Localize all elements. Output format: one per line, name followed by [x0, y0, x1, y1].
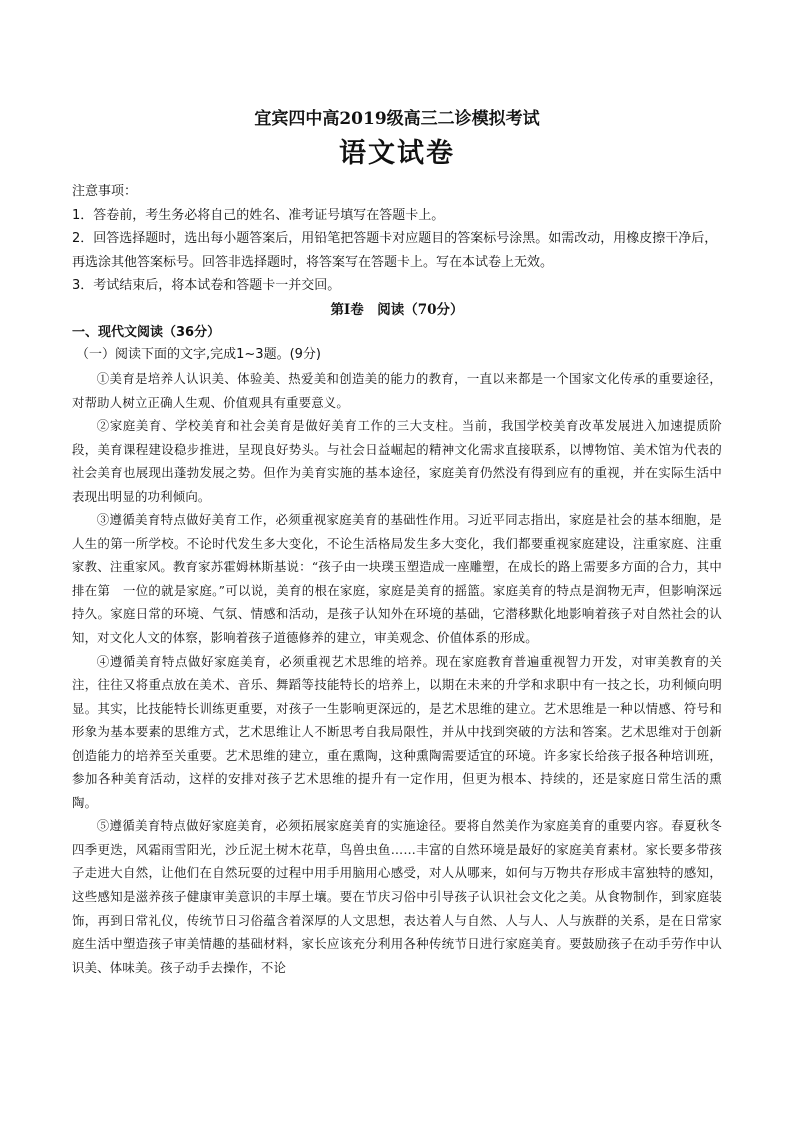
notice-block	[72, 180, 722, 298]
part-title: 第Ⅰ卷 阅读（70分）	[330, 301, 464, 318]
passage-paragraph: ②家庭美育、学校美育和社会美育是做好美育工作的三大支柱。当前，我国学校美育改革发展进入加速提质阶段，美育课程建设稳步推进，呈现良好势头。与社会日益崛起的精神文化需求直接联系，以博物馆、美术馆为代表的社会美育也展现出蓬勃发展之势。但作为美育实施的基本途径，家庭美育仍然没有得到应有的重视，并在实际生活中表现出明显的功利倾向。	[72, 418, 722, 504]
exam-page	[72, 108, 722, 979]
notice-item: 2．回答选择题时，选出每小题答案后，用铅笔把答题卡对应题目的答案标号涂黑。如需改动，用橡皮擦干净后，再选涂其他答案标号。回答非选择题时，将答案写在答题卡上。写在本试卷上无效。	[72, 231, 718, 270]
exam-title: 宜宾四中高2019级高三二诊模拟考试	[254, 109, 540, 129]
passage-paragraph: ④遵循美育特点做好家庭美育，必须重视艺术思维的培养。现在家庭教育普遍重视智力开发，对审美教育的关注，往往又将重点放在美术、音乐、舞蹈等技能特长的培养上，以期在未来的升学和求职中有一技之长，功利倾向明显。其实，比技能特长训练更重要，对孩子一生影响更深远的，是艺术思维的建立。艺术思维是一种以情感、符号和形象为基本要素的思维方式，艺术思维让人不断思考自我局限性，并从中找到突破的方法和答案。艺术思维对于创新创造能力的培养至关重要。艺术思维的建立，重在熏陶，这种熏陶需要适宜的环境。许多家长给孩子报各种培训班，参加各种美育活动，这样的安排对孩子艺术思维的提升有一定作用，但更为根本、持续的，还是家庭日常生活的熏陶。	[72, 653, 722, 810]
passage-paragraph: ③遵循美育特点做好美育工作，必须重视家庭美育的基础性作用。习近平同志指出，家庭是社会的基本细胞，是人生的第一所学校。不论时代发生多大变化，不论生活格局发生多大变化，我们都要重视家庭建设，注重家庭、注重家教、注重家风。教育家苏霍姆林斯基说：“孩子由一块璞玉塑造成一座雕塑，在成长的路上需要多方面的合力，其中排在第 一位的就是家庭。”可以说，美育的根在家庭，家庭是美育的摇篮。家庭美育的特点是润物无声，但影响深远持久。家庭日常的环境、气氛、情感和活动，是孩子认知外在环境的基础，它潜移默化地影响着孩子对自然社会的认知，对文化人文的体察，影响着孩子道德修养的建立，审美观念、价值体系的形成。	[72, 512, 722, 645]
notice-item: 1．答卷前，考生务必将自己的姓名、准考证号填写在答题卡上。	[72, 207, 445, 223]
notice-heading: 注意事项：	[72, 184, 138, 199]
reading-passage	[72, 367, 722, 979]
exam-subtitle: 语文试卷	[339, 138, 455, 169]
section-title: 一、现代文阅读（36分）	[72, 324, 221, 340]
notice-item: 3．考试结束后，将本试卷和答题卡一并交回。	[72, 278, 341, 294]
passage-paragraph: ⑤遵循美育特点做好家庭美育，必须拓展家庭美育的实施途径。要将自然美作为家庭美育的重要内容。春夏秋冬四季更迭，风霜雨雪阳光，沙丘泥土树木花草，鸟兽虫鱼……丰富的自然环境是最好的家庭美育素材。家长要多带孩子走进大自然，让他们在自然玩耍的过程中用手用脑用心感受，对人从哪来，如何与万物共存形成丰富独特的感知，这些感知是滋养孩子健康审美意识的丰厚土壤。要在节庆习俗中引导孩子认识社会文化之美。从食物制作，到家庭装饰，再到日常礼仪，传统节日习俗蕴含着深厚的人文思想，表达着人与自然、人与人、人与族群的关系，是在日常家庭生活中塑造孩子审美情趣的基础材料，家长应该充分利用各种传统节日进行家庭美育。要鼓励孩子在动手劳作中认识美、体味美。孩子动手去操作，不论	[72, 818, 722, 975]
question-instruction: （一）阅读下面的文字,完成1~3题。(9分)	[76, 346, 321, 362]
passage-paragraph: ①美育是培养人认识美、体验美、热爱美和创造美的能力的教育，一直以来都是一个国家文化传承的重要途径，对帮助人树立正确人生观、价值观具有重要意义。	[72, 370, 722, 410]
